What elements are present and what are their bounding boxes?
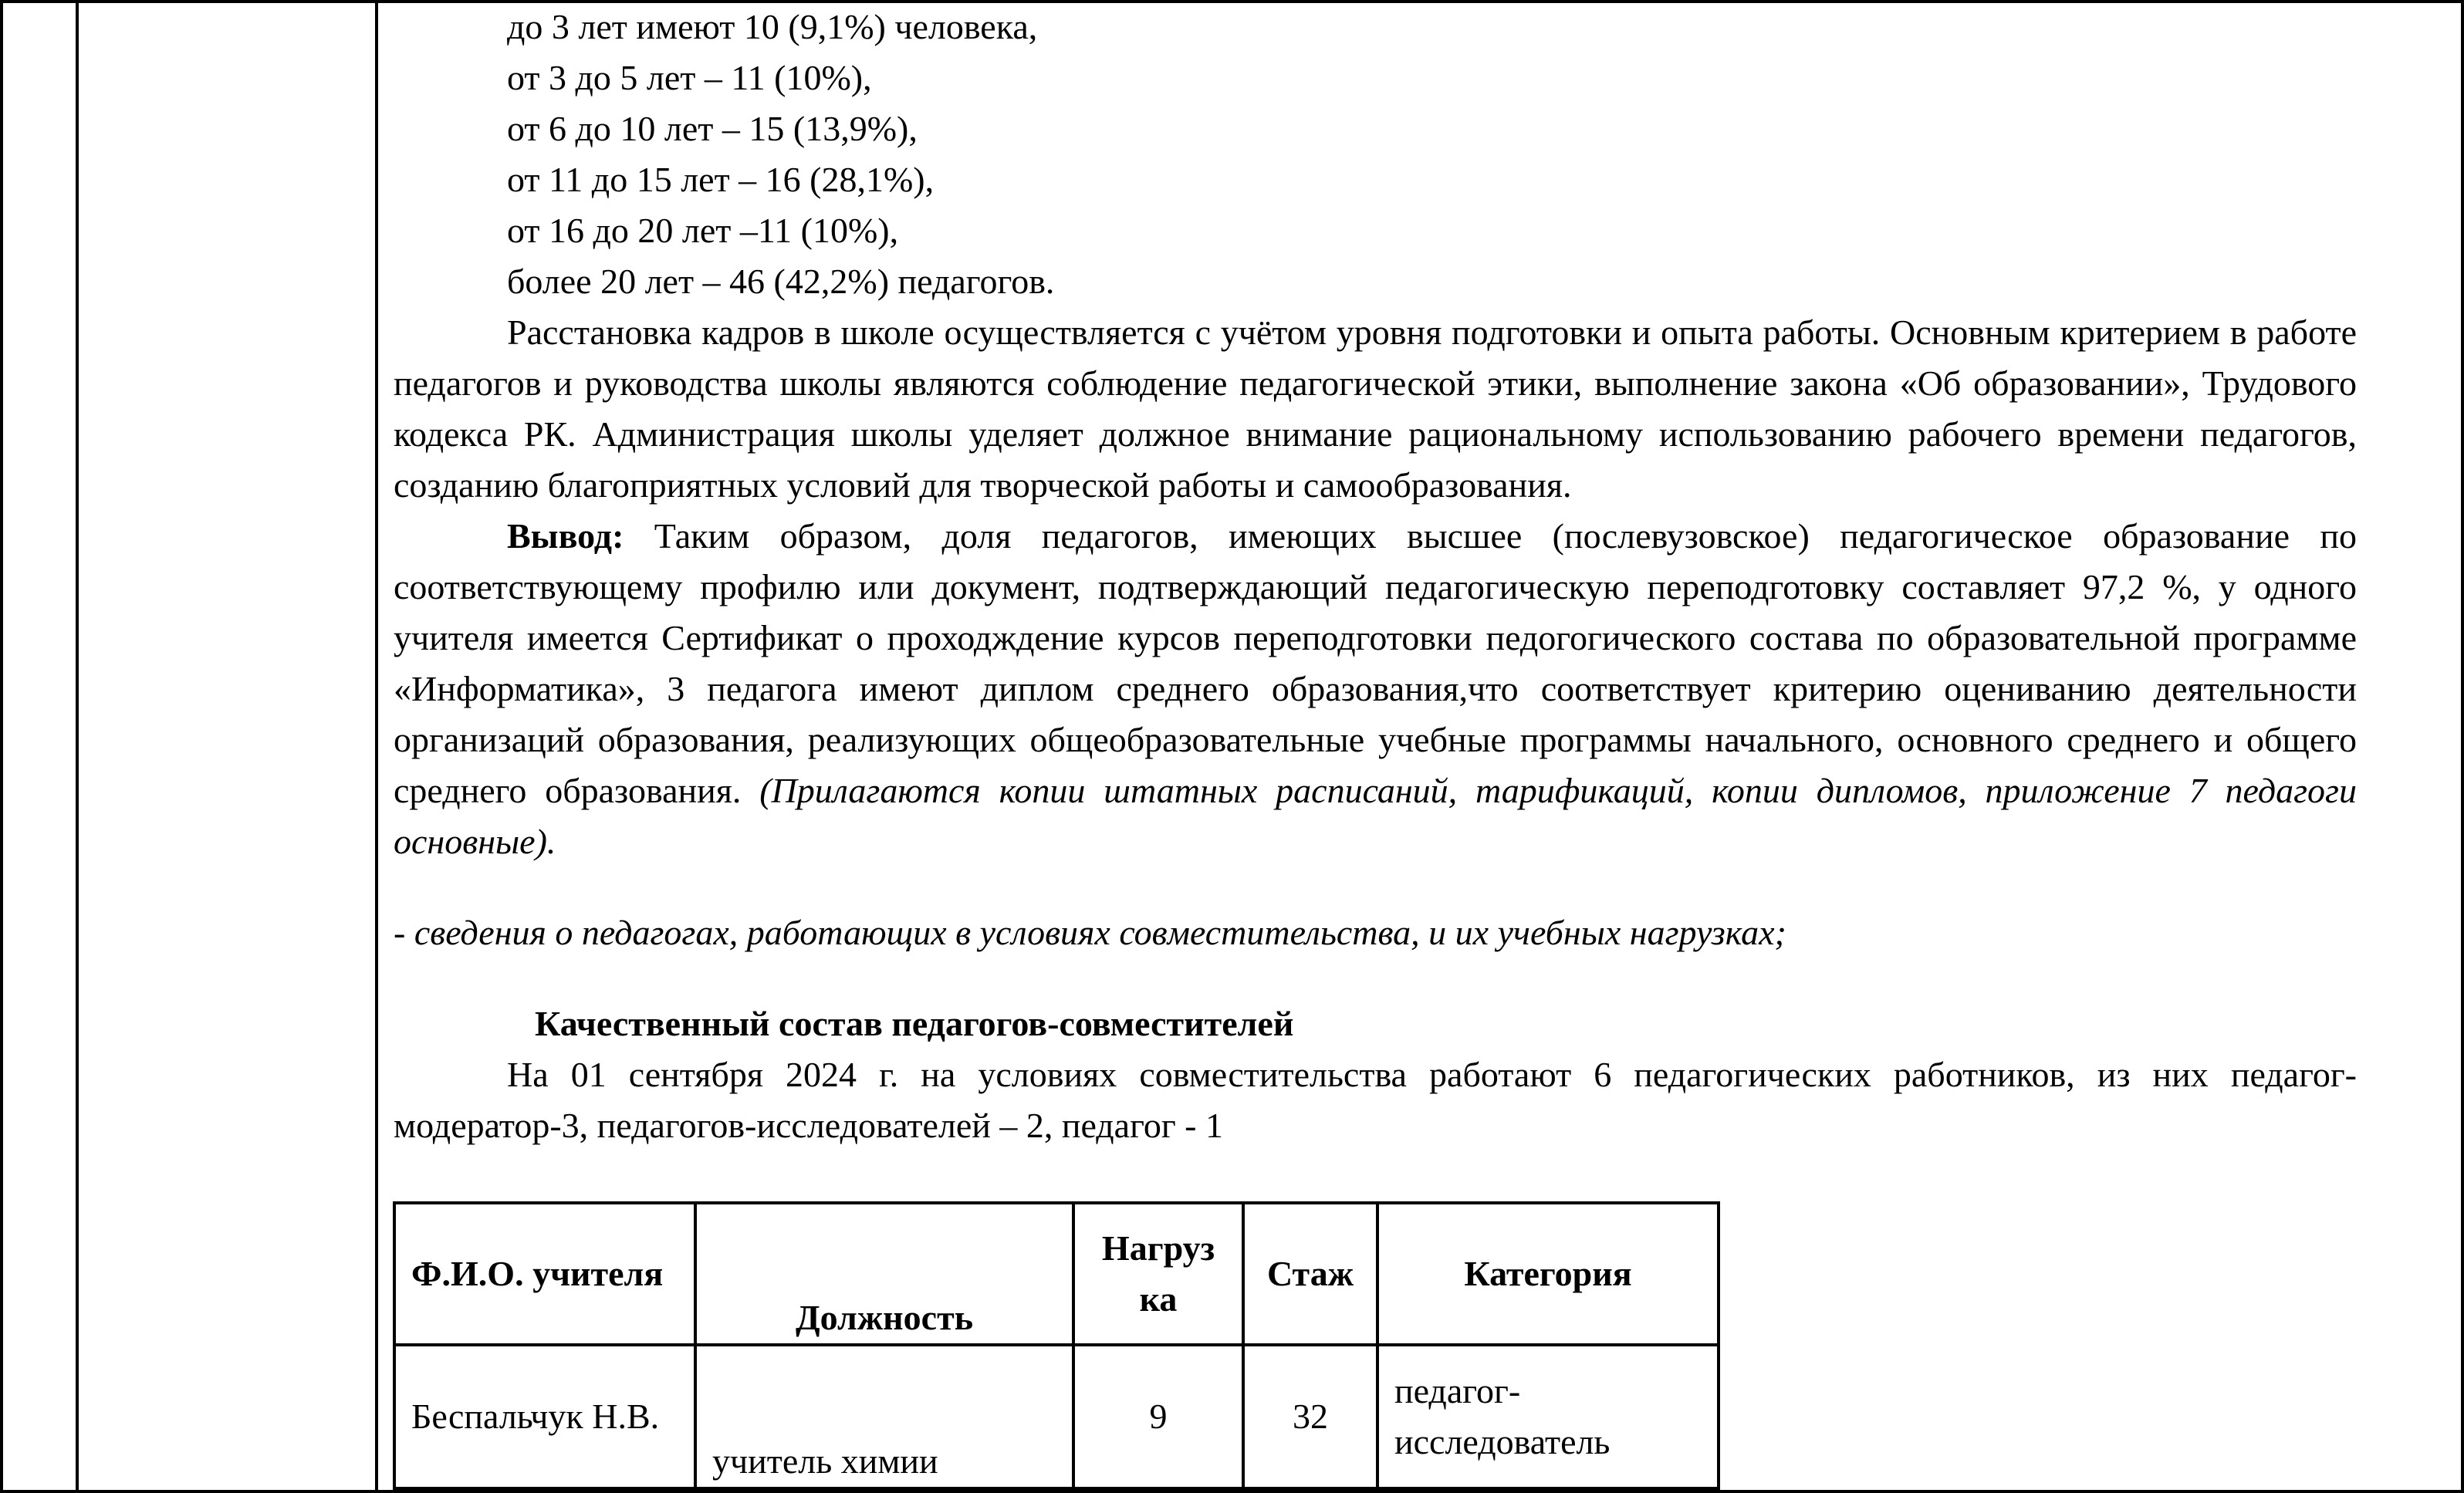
part-time-staff-table [393,1201,1720,1490]
experience-item: от 11 до 15 лет – 16 (28,1%), [507,160,935,199]
experience-item: от 16 до 20 лет –11 (10%), [507,211,899,250]
header-category: Категория [1377,1203,1719,1345]
cell-position: учитель химии [695,1345,1073,1488]
section-heading: Качественный состав педагогов-совместителей [535,1004,1294,1043]
table-header-row [394,1203,1719,1345]
experience-item: до 3 лет имеют 10 (9,1%) человека, [507,7,1038,46]
cell-experience: 32 [1243,1345,1377,1488]
conclusion-text: Таким образом, доля педагогов, имеющих высшее (послевузовское) педагогическое образование по соответствующему профилю или документ, подтверждающий педагогическую переподготовку составляет 97,2 %, у одного учителя имеется Сертификат о проходждение курсов переподготовки педогогического состава по образовательной программе «Информатика», 3 педагога имеют диплом среднего образования,что соответствует критерию оцениванию деятельности организаций образования, реализующих общеобразовательные учебные программы начального, основного среднего и общего среднего образования. [394,516,2357,810]
cell-category: педагог-исследователь [1377,1345,1719,1488]
cell-load: 9 [1073,1345,1243,1488]
experience-item: от 3 до 5 лет – 11 (10%), [507,58,872,97]
experience-list [394,0,2357,307]
experience-item: от 6 до 10 лет – 15 (13,9%), [507,109,918,148]
frame-right-border [2461,0,2464,1493]
attachment-note: (Прилагаются копии штатных расписаний, тарификаций, копии дипломов, приложение 7 педагоги основные). [394,771,2357,861]
staffing-paragraph: Расстановка кадров в школе осуществляется с учётом уровня подготовки и опыта работы. Основным критерием в работе педагогов и руководства школы являются соблюдение педагогической этики, выполнение закона «Об образовании», Трудового кодекса РК. Администрация школы уделяет должное внимание рациональному использованию рабочего времени педагогов, созданию благоприятных условий для творческой работы и самообразования. [394,312,2357,505]
conclusion-paragraph [394,511,2357,867]
header-fio: Ф.И.О. учителя [394,1203,695,1345]
column-divider-1 [76,0,79,1493]
conclusion-label: Вывод: [507,516,624,556]
frame-left-border [0,0,3,1493]
experience-item: более 20 лет – 46 (42,2%) педагогов. [507,262,1055,301]
header-load: Нагруз ка [1073,1203,1243,1345]
column-divider-2 [375,0,378,1493]
main-text-cell [394,0,2357,1151]
header-experience: Стаж [1243,1203,1377,1345]
section-intro: На 01 сентября 2024 г. на условиях совместительства работают 6 педагогических работников, из них педагог-модератор-3, педагогов-исследователей – 2, педагог - 1 [394,1055,2357,1145]
cell-fio: Беспальчук Н.В. [394,1345,695,1488]
header-position: Должность [695,1203,1073,1345]
frame-bottom-border [0,1490,2464,1493]
part-time-note: - сведения о педагогах, работающих в условиях совместительства, и их учебных нагрузках; [394,913,1786,952]
table-row [394,1345,1719,1488]
